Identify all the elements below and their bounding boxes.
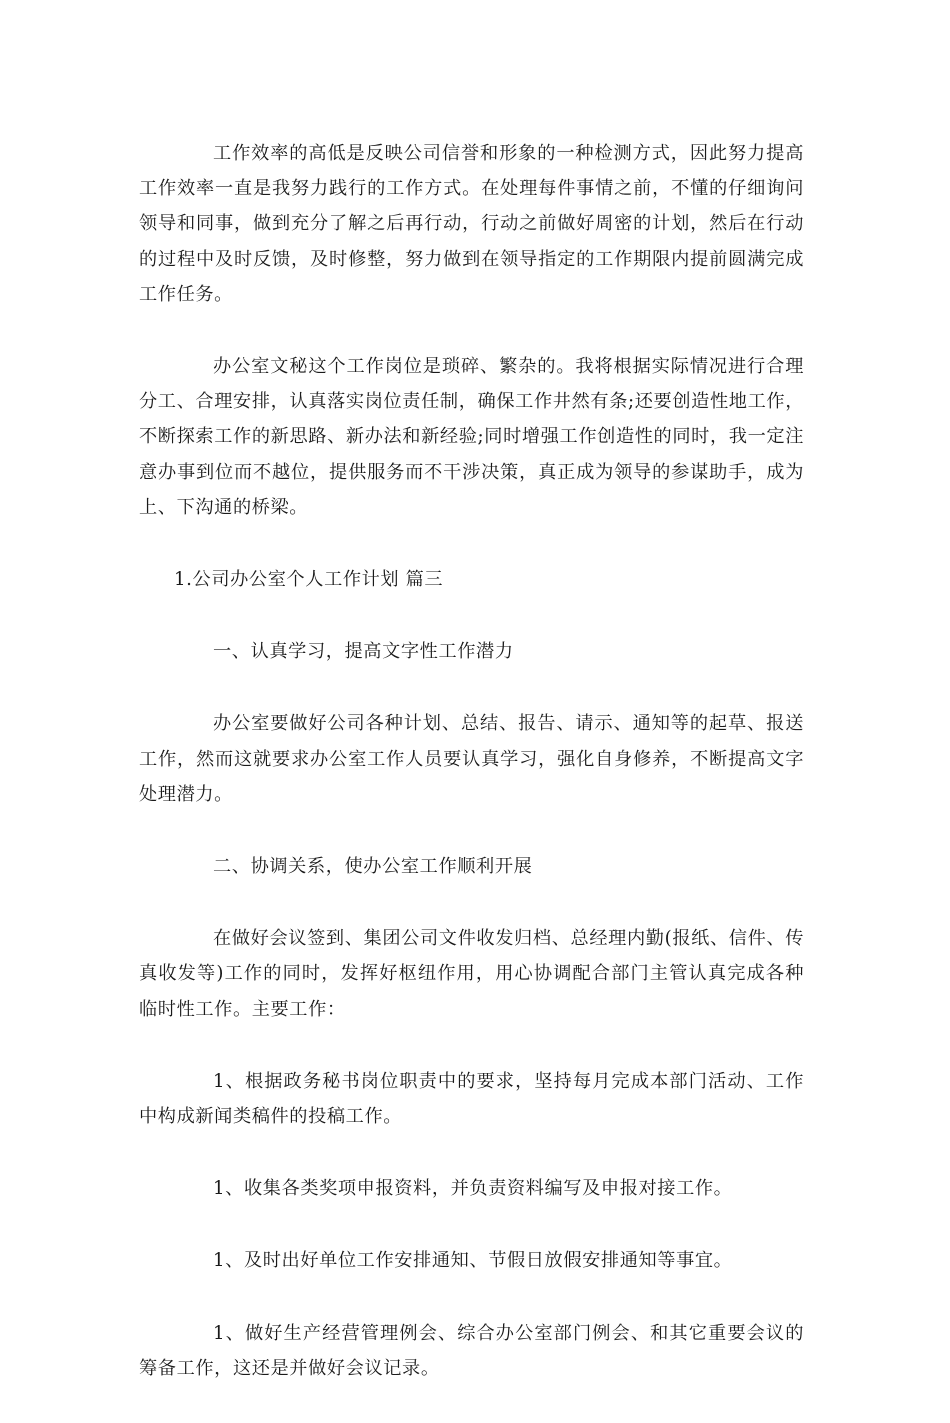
heading-coordination: 二、协调关系，使办公室工作顺利开展	[213, 856, 533, 878]
list-item: 1、做好生产经营管理例会、综合办公室部门例会、和其它重要会议的筹备工作，这还是并做好会议记录。	[139, 1322, 804, 1379]
list-item: 1、及时出好单位工作安排通知、节假日放假安排通知等事宜。	[213, 1250, 733, 1272]
section-title: 1.公司办公室个人工作计划 篇三	[174, 569, 444, 591]
paragraph-secretary-role: 办公室文秘这个工作岗位是琐碎、繁杂的。我将根据实际情况进行合理分工、合理安排，认真落实岗位责任制，确保工作井然有条;还要创造性地工作，不断探索工作的新思路、新办法和新经验;同时增强工作创造性的同时，我一定注意办事到位而不越位，提供服务而不干涉决策，真正成为领导的参谋助手，成为上、下沟通的桥梁。	[139, 356, 804, 518]
heading-study: 一、认真学习，提高文字性工作潜力	[213, 641, 514, 663]
list-item: 1、根据政务秘书岗位职责中的要求，坚持每月完成本部门活动、工作中构成新闻类稿件的投稿工作。	[139, 1070, 804, 1128]
document-body	[139, 136, 804, 1423]
paragraph-work-efficiency: 工作效率的高低是反映公司信誉和形象的一种检测方式，因此努力提高工作效率一直是我努力践行的工作方式。在处理每件事情之前，不懂的仔细询问领导和同事，做到充分了解之后再行动，行动之前做好周密的计划，然后在行动的过程中及时反馈，及时修整，努力做到在领导指定的工作期限内提前圆满完成工作任务。	[139, 143, 804, 305]
list-item: 1、收集各类奖项申报资料，并负责资料编写及申报对接工作。	[213, 1178, 733, 1200]
paragraph-drafting: 办公室要做好公司各种计划、总结、报告、请示、通知等的起草、报送工作，然而这就要求办公室工作人员要认真学习，强化自身修养，不断提高文字处理潜力。	[139, 713, 804, 805]
paragraph-coordination: 在做好会议签到、集团公司文件收发归档、总经理内勤(报纸、信件、传真收发等)工作的同时，发挥好枢纽作用，用心协调配合部门主管认真完成各种临时性工作。主要工作：	[139, 928, 804, 1020]
